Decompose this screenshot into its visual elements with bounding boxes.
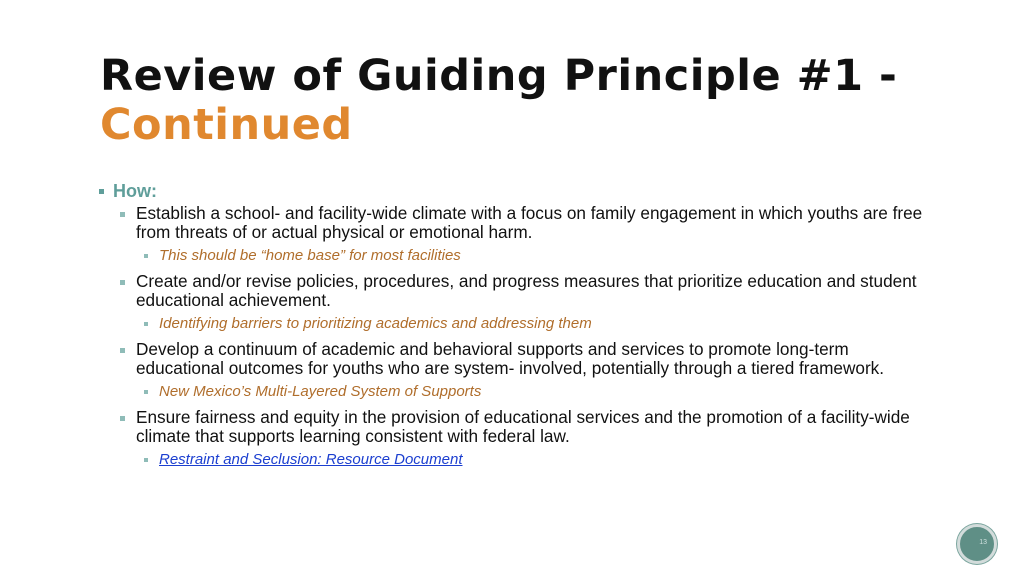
slide-title bbox=[100, 52, 920, 150]
bullet-item-text: Ensure fairness and equity in the provision of educational services and the promotion of a facility-wide climate that supports learning consistent with federal law. bbox=[136, 407, 910, 446]
square-bullet-icon bbox=[144, 322, 148, 326]
bullet-item bbox=[98, 408, 928, 446]
square-bullet-icon bbox=[120, 280, 125, 285]
bullet-item-text: Develop a continuum of academic and behavioral supports and services to promote long-term educational outcomes for youths who are system- involved, potentially through a tiered framework. bbox=[136, 339, 885, 378]
bullet-item bbox=[98, 204, 928, 242]
how-heading-text: How: bbox=[113, 181, 157, 201]
sub-note bbox=[98, 383, 928, 401]
square-bullet-icon bbox=[120, 348, 125, 353]
slide-number: 13 bbox=[979, 539, 987, 546]
sub-note bbox=[98, 247, 928, 265]
sub-note-text: Identifying barriers to prioritizing academics and addressing them bbox=[159, 315, 592, 332]
square-bullet-icon bbox=[144, 458, 148, 462]
square-bullet-icon bbox=[120, 212, 125, 217]
bullet-item-text: Create and/or revise policies, procedures, and progress measures that prioritize education and student educational achievement. bbox=[136, 271, 917, 310]
sub-note-text: This should be “home base” for most facilities bbox=[159, 247, 461, 264]
resource-document-link[interactable]: Restraint and Seclusion: Resource Document bbox=[159, 451, 463, 468]
sub-note bbox=[98, 451, 928, 469]
slide-content bbox=[98, 180, 928, 476]
how-heading bbox=[98, 180, 928, 202]
square-bullet-icon bbox=[120, 416, 125, 421]
bullet-item bbox=[98, 272, 928, 310]
sub-note bbox=[98, 315, 928, 333]
square-bullet-icon bbox=[144, 390, 148, 394]
slide-number-badge bbox=[957, 524, 997, 564]
sub-note-text: New Mexico’s Multi-Layered System of Supports bbox=[159, 383, 482, 400]
square-bullet-icon bbox=[99, 189, 104, 194]
bullet-item bbox=[98, 340, 928, 378]
slide-title-accent: Continued bbox=[100, 100, 353, 150]
bullet-item-text: Establish a school- and facility-wide climate with a focus on family engagement in which youths are free from threats of or actual physical or emotional harm. bbox=[136, 203, 923, 242]
square-bullet-icon bbox=[144, 254, 148, 258]
slide-title-main: Review of Guiding Principle #1 - bbox=[100, 51, 898, 101]
